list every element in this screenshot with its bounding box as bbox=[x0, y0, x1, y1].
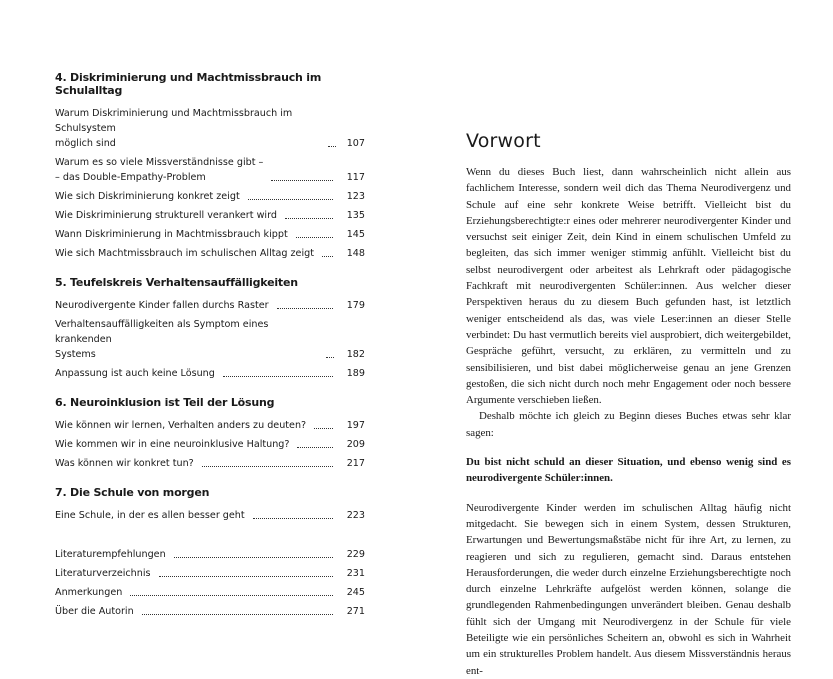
toc-entry-page: 217 bbox=[346, 458, 365, 469]
toc-entry-text: Wie sich Machtmissbrauch im schulischen Alltag zeigt bbox=[55, 248, 314, 259]
dot-leader bbox=[314, 428, 333, 429]
chapter-title: Vorwort bbox=[466, 130, 541, 152]
toc-section-heading: 6. Neuroinklusion ist Teil der Lösung bbox=[55, 396, 275, 409]
toc-entry-page: 209 bbox=[346, 439, 365, 450]
toc-section-heading: 4. Diskriminierung und Machtmissbrauch im Schulalltag bbox=[55, 71, 322, 97]
toc-section-5 bbox=[55, 276, 365, 381]
toc-entry-text: Wie sich Diskriminierung konkret zeigt bbox=[55, 191, 240, 202]
toc-entry-text: Über die Autorin bbox=[55, 606, 134, 617]
toc-entry-page: 271 bbox=[346, 606, 365, 617]
toc-entry-page: 179 bbox=[346, 300, 365, 311]
dot-leader bbox=[296, 237, 333, 238]
toc-entry-text: Warum es so viele Missverständnisse gibt – – das Double-Empathy-Problem bbox=[55, 157, 264, 183]
dot-leader bbox=[277, 308, 333, 309]
toc-section-heading: 7. Die Schule von morgen bbox=[55, 486, 210, 499]
dot-leader bbox=[328, 146, 336, 147]
toc-entry-page: 182 bbox=[346, 349, 365, 360]
toc-entry bbox=[55, 155, 365, 185]
toc-entry bbox=[55, 456, 365, 471]
toc-section-7 bbox=[55, 486, 365, 523]
paragraph: Wenn du dieses Buch liest, dann wahrscheinlich nicht allein aus fachlichem Interesse, sondern weil dich das Thema Neurodivergenz und Schule auf eine sehr konkrete Weise betrifft. Vielleicht bist du Erziehungsberechtigte:r eines oder mehrerer neurodivergenter Kinder und versuchst seit einiger Zeit, dein Kind in einem schulischen Umfeld zu begleiten, das sich immer weniger stimmig anfühlt. Vielleicht bist du selbst neurodivergent oder arbeitest als Lehrkraft oder pädagogische Fachkraft mit neurodivergenten Schüler:innen. Aus welcher dieser Perspektiven heraus du zu diesem Buch gefunden hast, ist letztlich weniger entscheidend als das, was viele Leser:innen an dieser Stelle verbindet: Du hast vermutlich bereits viel ausprobiert, dich weitergebildet, Gespräche geführt, versucht, zu erklären, zu vermitteln und zu sensibilisieren, und bist dabei möglicherweise genau an jene Grenzen gestoßen, die sich nicht durch noch mehr Engagement oder noch bessere Argumente verschieben ließen. bbox=[466, 166, 791, 407]
dot-leader bbox=[297, 447, 333, 448]
toc-entry-text: Anpassung ist auch keine Lösung bbox=[55, 368, 215, 379]
toc-entry bbox=[55, 604, 365, 619]
toc-section-4 bbox=[55, 71, 365, 261]
toc-entry bbox=[55, 106, 365, 151]
toc-entry-page: 145 bbox=[346, 229, 365, 240]
toc-page bbox=[0, 0, 416, 648]
dot-leader bbox=[253, 518, 333, 519]
toc-entry-page: 197 bbox=[346, 420, 365, 431]
paragraph: Neurodivergente Kinder werden im schulischen Alltag häufig nicht mitgedacht. Sie bewegen sich in einem System, dessen Strukturen, Erwartungen und Bewertungsmaßstäbe nicht für ihre Art, zu lernen, zu reagieren und sich zu regulieren, gemacht sind. Daraus entstehen Herausforderungen, die weder durch einzelne Erziehungsberechtigte noch durch einzelne Lehrkräfte aufgelöst werden können, solange die grundlegenden Rahmenbedingungen unverändert bleiben. Genau deshalb fühlt sich der Umgang mit Neurodivergenz in der Schule für viele Beteiligte wie ein persönliches Scheitern an, obwohl es sich in Wahrheit um ein strukturelles Problem handelt. Aus diesem Missverständnis heraus ent- bbox=[466, 501, 791, 677]
toc-entry-text: Wie kommen wir in eine neuroinklusive Haltung? bbox=[55, 439, 290, 450]
toc-entry-text: Eine Schule, in der es allen besser geht bbox=[55, 510, 245, 521]
toc-entry-text: Wie können wir lernen, Verhalten anders zu deuten? bbox=[55, 420, 307, 431]
toc-entry-text: Literaturverzeichnis bbox=[55, 568, 151, 579]
toc-entry-text: Warum Diskriminierung und Machtmissbrauch im Schulsystem möglich sind bbox=[55, 108, 293, 149]
dot-leader bbox=[202, 466, 333, 467]
body-text bbox=[466, 164, 791, 679]
toc-section-heading: 5. Teufelskreis Verhaltensauffälligkeiten bbox=[55, 276, 298, 289]
toc-entry bbox=[55, 246, 365, 261]
toc-back-matter bbox=[55, 547, 365, 619]
toc-entry bbox=[55, 547, 365, 562]
toc-entry-text: Neurodivergente Kinder fallen durchs Raster bbox=[55, 300, 269, 311]
toc-entry-text: Wie Diskriminierung strukturell verankert wird bbox=[55, 210, 277, 221]
dot-leader bbox=[285, 218, 333, 219]
toc-entry bbox=[55, 208, 365, 223]
toc-entry bbox=[55, 298, 365, 313]
toc-entry bbox=[55, 418, 365, 433]
paragraph: Deshalb möchte ich gleich zu Beginn dieses Buches etwas sehr klar sagen: bbox=[466, 410, 791, 439]
dot-leader bbox=[174, 557, 333, 558]
toc-entry bbox=[55, 437, 365, 452]
toc-entry-page: 223 bbox=[346, 510, 365, 521]
dot-leader bbox=[248, 199, 333, 200]
dot-leader bbox=[322, 256, 333, 257]
toc-entry-page: 117 bbox=[346, 172, 365, 183]
toc-entry-text: Verhaltensauffälligkeiten als Symptom eines krankenden Systems bbox=[55, 319, 269, 360]
toc-entry bbox=[55, 366, 365, 381]
dot-leader bbox=[130, 595, 333, 596]
table-of-contents bbox=[55, 71, 365, 634]
toc-entry-page: 135 bbox=[346, 210, 365, 221]
bold-statement: Du bist nicht schuld an dieser Situation, und ebenso wenig sind es neurodivergente Schüler:innen. bbox=[466, 456, 791, 485]
toc-entry bbox=[55, 189, 365, 204]
toc-entry bbox=[55, 317, 365, 362]
toc-entry-text: Literaturempfehlungen bbox=[55, 549, 166, 560]
toc-entry-text: Was können wir konkret tun? bbox=[55, 458, 194, 469]
dot-leader bbox=[223, 376, 333, 377]
dot-leader bbox=[271, 180, 333, 181]
toc-section-6 bbox=[55, 396, 365, 471]
toc-entry-page: 123 bbox=[346, 191, 365, 202]
toc-entry bbox=[55, 508, 365, 523]
toc-entry-page: 189 bbox=[346, 368, 365, 379]
dot-leader bbox=[159, 576, 333, 577]
toc-entry-page: 148 bbox=[346, 248, 365, 259]
dot-leader bbox=[142, 614, 333, 615]
toc-entry-text: Anmerkungen bbox=[55, 587, 123, 598]
toc-entry-page: 229 bbox=[346, 549, 365, 560]
toc-entry bbox=[55, 585, 365, 600]
dot-leader bbox=[326, 357, 334, 358]
toc-entry bbox=[55, 566, 365, 581]
vorwort-page bbox=[416, 0, 833, 677]
toc-entry-text: Wann Diskriminierung in Machtmissbrauch kippt bbox=[55, 229, 288, 240]
toc-entry-page: 231 bbox=[346, 568, 365, 579]
toc-entry-page: 107 bbox=[346, 138, 365, 149]
toc-entry bbox=[55, 227, 365, 242]
toc-entry-page: 245 bbox=[346, 587, 365, 598]
